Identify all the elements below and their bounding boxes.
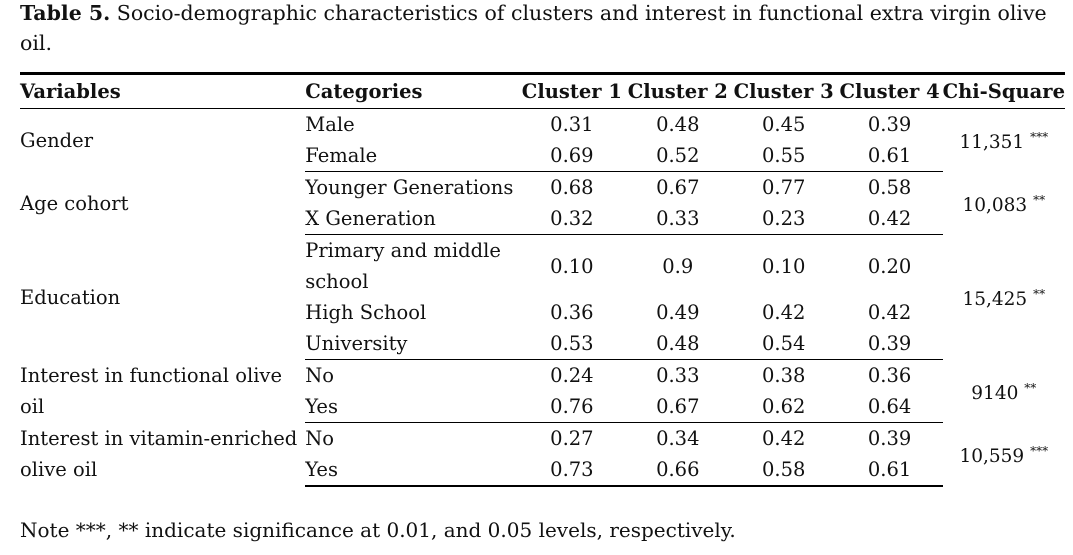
category-cell: University [305,328,519,360]
chi-square-cell [943,235,1065,360]
significance-marker: ** [1033,286,1046,301]
value-cell: 0.58 [867,176,912,199]
value-cell: 0.42 [761,427,806,450]
value-cell: 0.48 [625,328,731,360]
header-chi-square: Chi-Square [943,74,1065,109]
value-cell: 0.55 [731,140,837,172]
value-cell: 0.68 [550,176,594,199]
value-cell: 0.66 [625,454,731,486]
significance-marker: *** [1030,444,1049,459]
value-cell: 0.38 [761,364,806,387]
category-cell: X Generation [305,203,519,235]
category-cell: Male [305,113,355,136]
value-cell: 0.64 [837,391,943,423]
value-cell: 0.69 [519,140,625,172]
category-cell: Younger Generations [305,176,514,199]
value-cell: 0.9 [662,254,694,278]
category-cell: Yes [305,391,519,423]
variable-age-cohort: Age cohort [20,191,129,215]
table-row [20,109,1065,141]
header-cluster-2: Cluster 2 [625,74,731,109]
value-cell: 0.42 [867,301,912,324]
value-cell: 0.61 [837,140,943,172]
value-cell: 0.61 [837,454,943,486]
category-cell: Yes [305,454,519,486]
value-cell: 0.73 [519,454,625,486]
value-cell: 0.48 [656,113,700,136]
data-table [20,72,1065,487]
value-cell: 0.67 [625,391,731,423]
category-cell: No [305,364,335,387]
value-cell: 0.20 [867,254,912,278]
value-cell: 0.10 [761,254,806,278]
header-categories: Categories [305,74,519,109]
header-row [20,74,1065,109]
caption-label: Table 5. [20,1,111,25]
value-cell: 0.58 [731,454,837,486]
chi-square-cell [943,172,1065,235]
chi-square-cell [943,423,1065,487]
significance-marker: ** [1024,380,1037,395]
value-cell: 0.24 [550,364,594,387]
header-cluster-4: Cluster 4 [837,74,943,109]
chi-square-cell [943,360,1065,423]
value-cell: 0.36 [867,364,912,387]
value-cell: 0.54 [731,328,837,360]
category-cell: Female [305,140,519,172]
value-cell: 0.10 [550,254,594,278]
variable-interest-vitamin: Interest in vitamin-enriched olive oil [20,427,298,482]
chi-value: 15,425 [962,289,1028,311]
header-cluster-1: Cluster 1 [519,74,625,109]
value-cell: 0.39 [837,328,943,360]
value-cell: 0.49 [656,301,700,324]
value-cell: 0.27 [550,427,594,450]
table-note: Note ***, ** indicate significance at 0.01, and 0.05 levels, respectively. [20,518,736,542]
value-cell: 0.76 [519,391,625,423]
value-cell: 0.33 [656,364,700,387]
table-row [20,172,1065,204]
value-cell: 0.45 [761,113,806,136]
table-row [20,360,1065,392]
value-cell: 0.23 [731,203,837,235]
table-caption [20,0,1068,58]
variable-gender: Gender [20,128,94,152]
value-cell: 0.36 [550,301,594,324]
value-cell: 0.42 [761,301,806,324]
value-cell: 0.32 [519,203,625,235]
table-row [20,423,1065,455]
table-row [20,235,1065,298]
category-cell: High School [305,301,427,324]
value-cell: 0.33 [625,203,731,235]
value-cell: 0.62 [731,391,837,423]
chi-value: 9140 [971,383,1019,405]
significance-marker: *** [1030,130,1049,145]
category-cell: Primary and middle school [305,239,501,293]
value-cell: 0.53 [519,328,625,360]
value-cell: 0.42 [837,203,943,235]
value-cell: 0.67 [656,176,700,199]
caption-text: Socio-demographic characteristics of clusters and interest in functional extra virgin olive oil. [20,1,1047,55]
category-cell: No [305,427,335,450]
chi-square-cell [943,109,1065,172]
chi-value: 11,351 [959,132,1025,154]
value-cell: 0.34 [656,427,700,450]
header-variables: Variables [20,74,305,109]
value-cell: 0.77 [761,176,806,199]
value-cell: 0.39 [867,113,912,136]
value-cell: 0.39 [867,427,912,450]
header-cluster-3: Cluster 3 [731,74,837,109]
variable-interest-functional: Interest in functional olive oil [20,364,282,418]
variable-education: Education [20,285,121,309]
value-cell: 0.31 [550,113,594,136]
significance-marker: ** [1033,192,1046,207]
value-cell: 0.52 [625,140,731,172]
chi-value: 10,083 [962,195,1028,217]
chi-value: 10,559 [959,446,1025,468]
